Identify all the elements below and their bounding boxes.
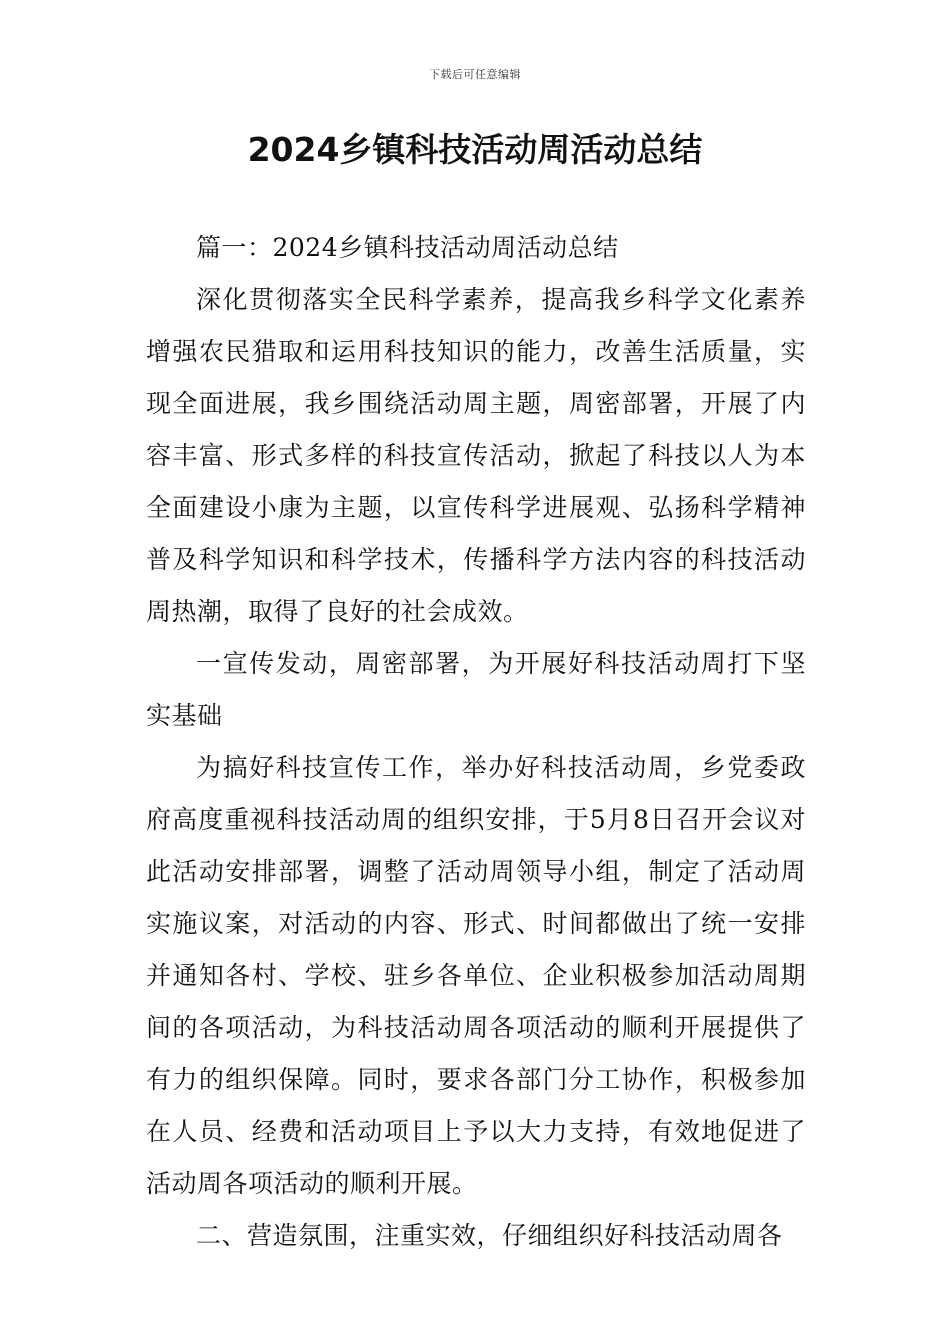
header-note: 下载后可任意编辑	[429, 68, 521, 81]
section-heading-1: 篇一：2024乡镇科技活动周活动总结	[196, 233, 619, 262]
paragraph-organization: 为搞好科技宣传工作，举办好科技活动周，乡党委政府高度重视科技活动周的组织安排，于5月8日召开会议对此活动安排部署，调整了活动周领导小组，制定了活动周实施议案，对活动的内容、形式、时间都做出了统一安排并通知各村、学校、驻乡各单位、企业积极参加活动周期间的各项活动，为科技活动周各项活动的顺利开展提供了有力的组织保障。同时，要求各部门分工协作，积极参加在人员、经费和活动项目上予以大力支持，有效地促进了活动周各项活动的顺利开展。	[146, 753, 806, 1198]
document-body	[146, 222, 806, 1262]
section-heading-publicity: 一宣传发动，周密部署，为开展好科技活动周打下坚实基础	[146, 649, 806, 730]
document-title: 2024乡镇科技活动周活动总结	[247, 130, 703, 169]
section-heading-atmosphere: 二、营造氛围，注重实效，仔细组织好科技活动周各	[196, 1221, 783, 1250]
paragraph-intro: 深化贯彻落实全民科学素养，提高我乡科学文化素养增强农民猎取和运用科技知识的能力，改善生活质量，实现全面进展，我乡围绕活动周主题，周密部署，开展了内容丰富、形式多样的科技宣传活动，掀起了科技以人为本全面建设小康为主题，以宣传科学进展观、弘扬科学精神普及科学知识和科学技术，传播科学方法内容的科技活动周热潮，取得了良好的社会成效。	[146, 285, 806, 626]
